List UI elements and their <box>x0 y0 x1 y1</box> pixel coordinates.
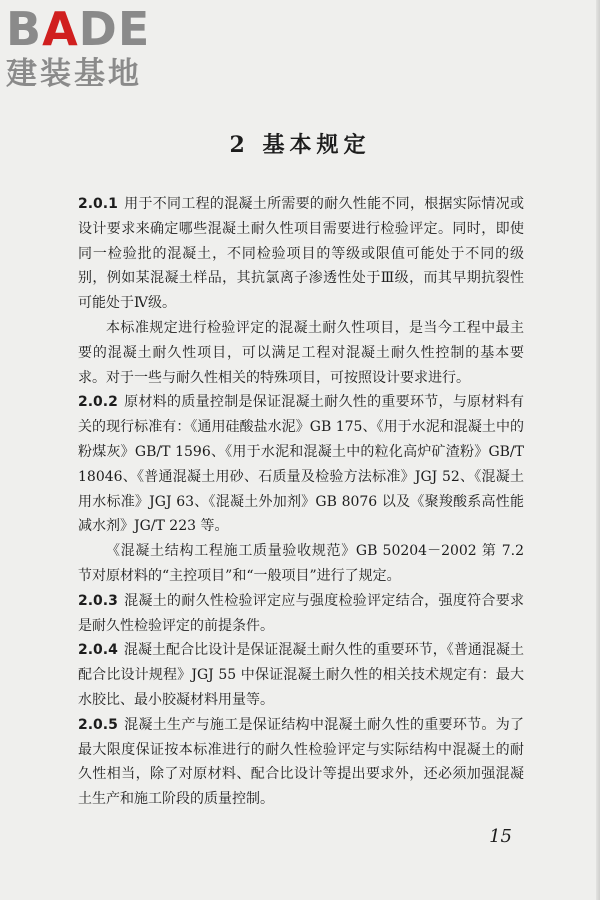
brand-logo <box>6 4 186 92</box>
clause-number: 2.0.5 <box>78 716 118 733</box>
clause-text: 用于不同工程的混凝土所需要的耐久性能不同，根据实际情况或设计要求来确定哪些混凝土耐久性项目需要进行检验评定。同时，即使同一检验批的混凝土，不同检验项目的等级或限值可能处于不同的级别，例如某混凝土样品，其抗氯离子渗透性处于Ⅲ级，而其早期抗裂性可能处于Ⅳ级。 <box>78 196 524 312</box>
logo-wordmark <box>6 4 186 54</box>
clause-number: 2.0.4 <box>78 642 118 659</box>
clause-2-0-2 <box>78 390 524 539</box>
clause-text: 《混凝土结构工程施工质量验收规范》GB 50204－2002 第 7.2 节对原材料的“主控项目”和“一般项目”进行了规定。 <box>78 543 524 584</box>
logo-letter-accent: A <box>42 2 79 56</box>
logo-letter-suffix: DE <box>78 2 151 56</box>
clause-2-0-3 <box>78 589 524 639</box>
logo-subtitle: 建装基地 <box>6 56 142 92</box>
clause-number: 2.0.3 <box>78 592 118 609</box>
clause-text: 混凝土配合比设计是保证混凝土耐久性的重要环节，《普通混凝土配合比设计规程》JGJ 55 中保证混凝土耐久性的相关技术规定有：最大水胶比、最小胶凝材料用量等。 <box>78 642 524 708</box>
clause-text: 混凝土的耐久性检验评定应与强度检验评定结合，强度符合要求是耐久性检验评定的前提条件。 <box>78 592 524 634</box>
clause-text: 混凝土生产与施工是保证结构中混凝土耐久性的重要环节。为了最大限度保证按本标准进行的耐久性检验评定与实际结构中混凝土的耐久性相当，除了对原材料、配合比设计等提出要求外，还必须加强混凝土生产和施工阶段的质量控制。 <box>78 716 524 808</box>
clause-text: 原材料的质量控制是保证混凝土耐久性的重要环节，与原材料有关的现行标准有：《通用硅酸盐水泥》GB 175、《用于水泥和混凝土中的粉煤灰》GB/T 1596、《用于水泥和混凝土中的粒化高炉矿渣粉》GB/T 18046、《普通混凝土用砂、石质量及检验方法标准》JGJ 52、《混凝土用水标准》JGJ 63、《混凝土外加剂》GB 8076 以及《聚羧酸系高性能减水剂》JG/T 223 等。 <box>78 394 524 535</box>
clause-number: 2.0.1 <box>78 196 118 212</box>
logo-letter-prefix: B <box>6 2 43 56</box>
clause-2-0-4 <box>78 638 524 712</box>
body-text <box>78 192 524 812</box>
chapter-title: 2 基本规定 <box>229 132 371 158</box>
clause-2-0-1 <box>78 192 524 316</box>
clause-2-0-1-note <box>78 316 524 390</box>
page-number: 15 <box>489 826 512 847</box>
clause-text: 本标准规定进行检验评定的混凝土耐久性项目，是当今工程中最主要的混凝土耐久性项目，可以满足工程对混凝土耐久性控制的基本要求。对于一些与耐久性相关的特殊项目，可按照设计要求进行。 <box>78 319 524 386</box>
clause-2-0-2-note <box>78 539 524 589</box>
clause-number: 2.0.2 <box>78 394 118 411</box>
clause-2-0-5 <box>78 713 524 812</box>
